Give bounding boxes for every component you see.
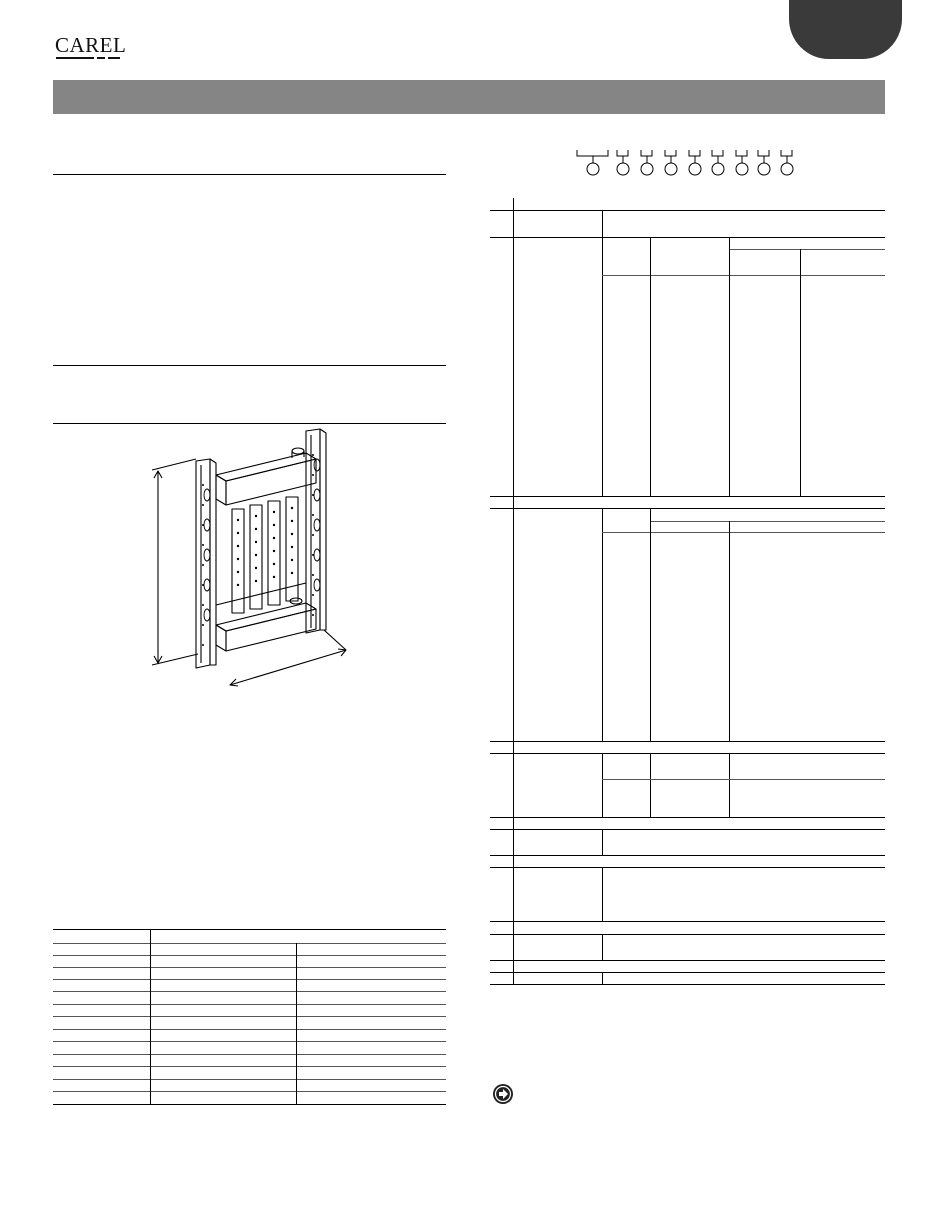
arrow-right-circle-icon bbox=[492, 1083, 514, 1105]
steam-distributor-rack-drawing bbox=[150, 425, 360, 690]
section-banner bbox=[53, 80, 885, 114]
section-tab bbox=[789, 0, 902, 59]
left-section-rule-3 bbox=[53, 423, 446, 424]
left-section-rule-1 bbox=[53, 174, 446, 175]
brand-name: CAREL bbox=[55, 33, 127, 57]
left-section-rule-2 bbox=[53, 365, 446, 366]
carel-logo bbox=[55, 33, 127, 62]
logo-underline bbox=[56, 57, 120, 59]
part-number-code-diagram bbox=[570, 148, 805, 178]
